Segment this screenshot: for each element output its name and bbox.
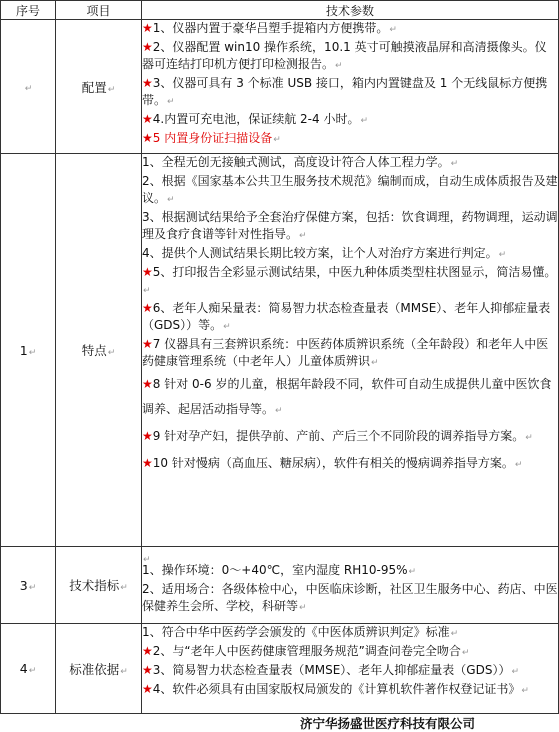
row-number: 4↵: [1, 624, 56, 714]
param-text: 7 仪器具有三套辨识系统：中医药体质辨识系统（全年龄段）和老年人中医药健康管理系统（中老年人）儿童体质辨识: [142, 337, 549, 368]
param-line: [142, 424, 558, 451]
param-line: [142, 372, 558, 424]
return-mark: ↵: [273, 135, 281, 145]
param-text: 3、根据测试结果给予全套治疗保健方案，包括：饮食调理，药物调理，运动调理及食疗食谱等针对性指导。: [142, 210, 558, 241]
return-mark: ↵: [335, 61, 343, 71]
header-item: 项目: [56, 1, 142, 20]
return-mark: ↵: [223, 322, 231, 332]
row-number: 1↵: [1, 154, 56, 547]
param-text: 3、简易智力状态检查量表（MMSE）、老年人抑郁症量表（GDS））: [152, 663, 511, 677]
return-mark: ↵: [299, 603, 307, 613]
param-text: 4、软件必须具有由国家版权局颁发的《计算机软件著作权登记证书》: [152, 682, 521, 696]
return-mark: ↵: [299, 231, 307, 241]
return-mark: ↵: [167, 195, 175, 205]
param-text: 5 内置身份证扫描设备: [152, 131, 273, 145]
row-item: 特点↵: [56, 154, 142, 547]
company-footer: 济宁华扬盛世医疗科技有限公司: [300, 716, 476, 731]
star-icon: ★: [142, 112, 153, 126]
header-params: 技术参数: [142, 1, 559, 20]
table-row-standards: [1, 624, 559, 714]
header-no: 序号: [1, 1, 56, 20]
table-row-tech-index: [1, 547, 559, 624]
param-line: [142, 20, 558, 39]
param-text: 4.内置可充电池，保证续航 2-4 小时。: [152, 112, 360, 126]
table-row-config: [1, 20, 559, 154]
param-text: 2、适用场合：各级体检中心，中医临床诊断，社区卫生服务中心、药店、中医保健养生会所、学校，科研等: [142, 582, 558, 613]
param-line: [142, 209, 558, 245]
param-line: [142, 681, 558, 700]
star-icon: ★: [142, 429, 153, 443]
param-text: 2、与“老年人中医药健康管理服务规范”调查问卷完全吻合: [152, 644, 461, 658]
row-number: 3↵: [1, 547, 56, 624]
param-text: 5、打印报告全彩显示测试结果，中医九种体质类型柱状图显示，简洁易懂。: [152, 265, 557, 279]
return-mark: ↵: [511, 667, 520, 677]
return-mark: ↵: [514, 460, 523, 470]
param-line: [142, 451, 558, 478]
return-mark: ↵: [371, 358, 379, 368]
param-text: 4、提供个人测试结果长期比较方案，让个人对治疗方案进行判定。: [142, 246, 498, 260]
return-mark: ↵: [167, 97, 175, 107]
param-line: [142, 130, 558, 149]
row-item: 标准依据↵: [56, 624, 142, 714]
return-mark: ↵: [275, 406, 283, 416]
param-text: 2、根据《国家基本公共卫生服务技术规范》编制而成，自动生成体质报告及建议。: [142, 174, 558, 205]
param-text: 6、老年人痴呆量表：简易智力状态检查量表（MMSE）、老年人抑郁症量表（GDS））等。: [142, 301, 551, 332]
star-icon: ★: [142, 265, 153, 279]
param-line: [142, 173, 558, 209]
param-line: [142, 581, 558, 617]
star-icon: ★: [142, 21, 153, 35]
return-mark: ↵: [525, 433, 533, 443]
row-item: 技术指标↵: [56, 547, 142, 624]
param-line: [142, 75, 558, 111]
param-text: 1、符合中华中医药学会颁发的《中医体质辨识判定》标准: [142, 625, 450, 639]
param-line: [142, 264, 558, 300]
param-line: [142, 562, 558, 581]
param-text: 1、操作环境：0～+40℃，室内湿度 RH10-95%: [142, 563, 408, 577]
row-number: ↵: [1, 20, 56, 154]
return-mark: ↵: [498, 250, 507, 260]
return-mark: ↵: [521, 686, 529, 696]
param-line: [142, 336, 558, 372]
param-text: 9 针对孕产妇，提供孕前、产前、产后三个不同阶段的调养指导方案。: [152, 429, 525, 443]
star-icon: ★: [142, 456, 153, 470]
param-line: [142, 624, 558, 643]
row-params: [142, 547, 559, 624]
param-text: 1、仪器内置于豪华吕塑手提箱内方便携带。: [152, 21, 389, 35]
return-mark: ↵: [143, 286, 151, 296]
header-row: [1, 1, 559, 20]
param-text: 3、仪器可具有 3 个标准 USB 接口，箱内内置键盘及 1 个无线鼠标方便携带。: [142, 76, 548, 107]
param-line: [142, 300, 558, 336]
table-row-features: [1, 154, 559, 547]
row-params: [142, 624, 559, 714]
return-mark: ↵: [389, 25, 397, 35]
param-text: 10 针对慢病（高血压、糖尿病），软件有相关的慢病调养指导方案。: [152, 456, 514, 470]
param-line: [142, 662, 558, 681]
blank-line: ↵: [143, 555, 151, 565]
return-mark: ↵: [450, 629, 459, 639]
return-mark: ↵: [360, 116, 368, 126]
row-item: 配置↵: [56, 20, 142, 154]
star-icon: ★: [142, 377, 153, 391]
star-icon: ★: [142, 131, 153, 145]
star-icon: ★: [142, 644, 153, 658]
return-mark: ↵: [450, 159, 459, 169]
row-params: [142, 20, 559, 154]
param-line: [142, 111, 558, 130]
star-icon: ★: [142, 682, 153, 696]
row-params: [142, 154, 559, 547]
param-text: 1、全程无创无接触式测试，高度设计符合人体工程力学。: [142, 155, 450, 169]
star-icon: ★: [142, 40, 153, 54]
param-line: [142, 643, 558, 662]
param-line: [142, 245, 558, 264]
param-line: [142, 154, 558, 173]
return-mark: ↵: [461, 648, 470, 658]
star-icon: ★: [142, 76, 153, 90]
star-icon: ★: [142, 301, 153, 315]
param-text: 8 针对 0-6 岁的儿童，根据年龄段不同，软件可自动生成提供儿童中医饮食调养、起居活动指导等。: [142, 377, 552, 416]
param-text: 2、仪器配置 win10 操作系统，10.1 英寸可触摸液晶屏和高清摄像头。仪器可连结打印机方便打印检测报告。: [142, 40, 547, 71]
star-icon: ★: [142, 337, 153, 351]
return-mark: ↵: [408, 567, 417, 577]
star-icon: ★: [142, 663, 153, 677]
param-line: [142, 39, 558, 75]
